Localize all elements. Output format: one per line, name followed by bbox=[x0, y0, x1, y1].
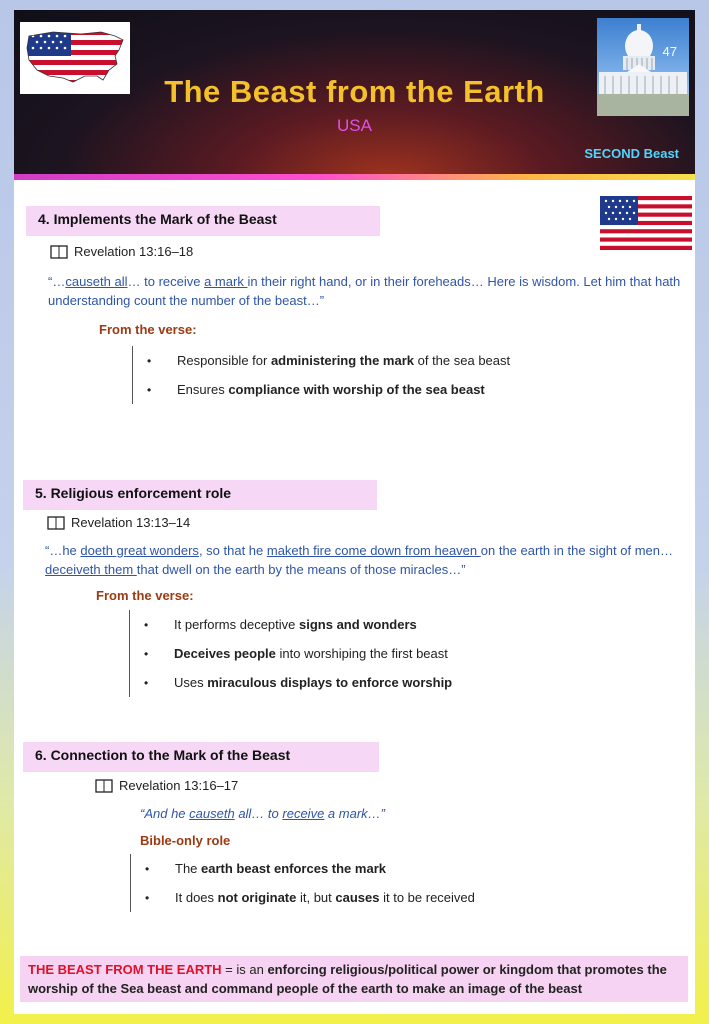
reference-text: Revelation 13:13–14 bbox=[71, 515, 191, 530]
book-icon bbox=[47, 516, 65, 530]
section-heading-5: 5. Religious enforcement role bbox=[23, 480, 377, 510]
bullet-list bbox=[132, 346, 667, 404]
header-divider bbox=[14, 174, 695, 180]
verse-underlined-phrase: a mark bbox=[204, 274, 248, 289]
section-heading-4: 4. Implements the Mark of the Beast bbox=[26, 206, 380, 236]
bullet-text: Uses miraculous displays to enforce worship bbox=[174, 675, 453, 690]
reference-text: Revelation 13:16–18 bbox=[74, 244, 194, 259]
reference-text: Revelation 13:16–17 bbox=[119, 778, 239, 793]
verse-segment: “And he bbox=[140, 806, 190, 821]
verse-underlined-phrase: causeth bbox=[189, 806, 235, 821]
bullet-text: It performs deceptive signs and wonders bbox=[174, 617, 417, 632]
verse-segment: “… bbox=[48, 274, 66, 289]
verse-underlined-phrase: doeth great wonders bbox=[80, 543, 199, 558]
bullet-marker: • bbox=[144, 617, 149, 632]
page-subtitle: USA bbox=[337, 116, 372, 135]
book-icon bbox=[95, 779, 113, 793]
verse-text bbox=[45, 541, 688, 579]
bullet-text: It does not originate it, but causes it to be received bbox=[175, 890, 475, 905]
verse-segment: … to receive bbox=[127, 274, 205, 289]
verse-underlined-phrase: maketh fire come down from heaven bbox=[266, 543, 481, 558]
bullet-marker: • bbox=[147, 353, 152, 368]
page bbox=[14, 10, 695, 1014]
bullet-list bbox=[130, 854, 665, 912]
list-item bbox=[144, 610, 684, 639]
verse-segment: all… to bbox=[234, 806, 283, 821]
verse-segment: “…he bbox=[45, 543, 81, 558]
definition-text: enforcing religious/political power or kingdom that promotes the worship of the Sea beast and command people of the earth to make an image of the beast bbox=[28, 962, 667, 996]
verse-underlined-phrase: deceiveth them bbox=[45, 562, 137, 577]
list-item bbox=[144, 668, 684, 697]
bullet-marker: • bbox=[144, 646, 149, 661]
page-number: 47 bbox=[662, 44, 677, 59]
bullet-text: The earth beast enforces the mark bbox=[175, 861, 386, 876]
header-banner bbox=[14, 10, 695, 180]
scripture-reference bbox=[47, 515, 190, 530]
from-verse-label: From the verse: bbox=[96, 588, 194, 603]
us-flag-icon bbox=[600, 196, 692, 250]
bullet-marker: • bbox=[145, 890, 150, 905]
list-item bbox=[147, 346, 667, 375]
section-heading-6: 6. Connection to the Mark of the Beast bbox=[23, 742, 379, 772]
list-item bbox=[147, 375, 667, 404]
list-item bbox=[145, 883, 665, 912]
bullet-marker: • bbox=[144, 675, 149, 690]
verse-text bbox=[140, 804, 640, 823]
page-title: The Beast from the Earth bbox=[164, 74, 545, 109]
bullet-text: Responsible for administering the mark of the sea beast bbox=[177, 353, 511, 368]
verse-segment: in their right hand, or in their foreheads… Here is wisdom. Let him that hath understanding count the number of the beast…” bbox=[48, 274, 681, 308]
bullet-marker: • bbox=[145, 861, 150, 876]
from-verse-label: From the verse: bbox=[99, 322, 197, 337]
bullet-list bbox=[129, 610, 684, 697]
verse-segment: that dwell on the earth by the means of those miracles…” bbox=[136, 562, 466, 577]
verse-underlined-phrase: receive bbox=[282, 806, 325, 821]
list-item bbox=[144, 639, 684, 668]
verse-text bbox=[48, 272, 688, 310]
definition-eq: = is an bbox=[221, 962, 268, 977]
verse-underlined-phrase: causeth all bbox=[65, 274, 128, 289]
verse-segment: on the earth in the sight of men… bbox=[480, 543, 673, 558]
book-icon bbox=[50, 245, 68, 259]
bullet-text: Ensures compliance with worship of the sea beast bbox=[177, 382, 485, 397]
scripture-reference bbox=[95, 778, 238, 793]
bullet-marker: • bbox=[147, 382, 152, 397]
scripture-reference bbox=[50, 244, 193, 259]
second-beast-badge: SECOND Beast bbox=[584, 146, 679, 161]
verse-segment: a mark…” bbox=[324, 806, 385, 821]
list-item bbox=[145, 854, 665, 883]
bible-only-role-label: Bible-only role bbox=[140, 833, 231, 848]
verse-segment: , so that he bbox=[198, 543, 267, 558]
definition-term: THE BEAST FROM THE EARTH bbox=[28, 962, 222, 977]
bullet-text: Deceives people into worshiping the first beast bbox=[174, 646, 448, 661]
definition-box bbox=[20, 956, 688, 1002]
